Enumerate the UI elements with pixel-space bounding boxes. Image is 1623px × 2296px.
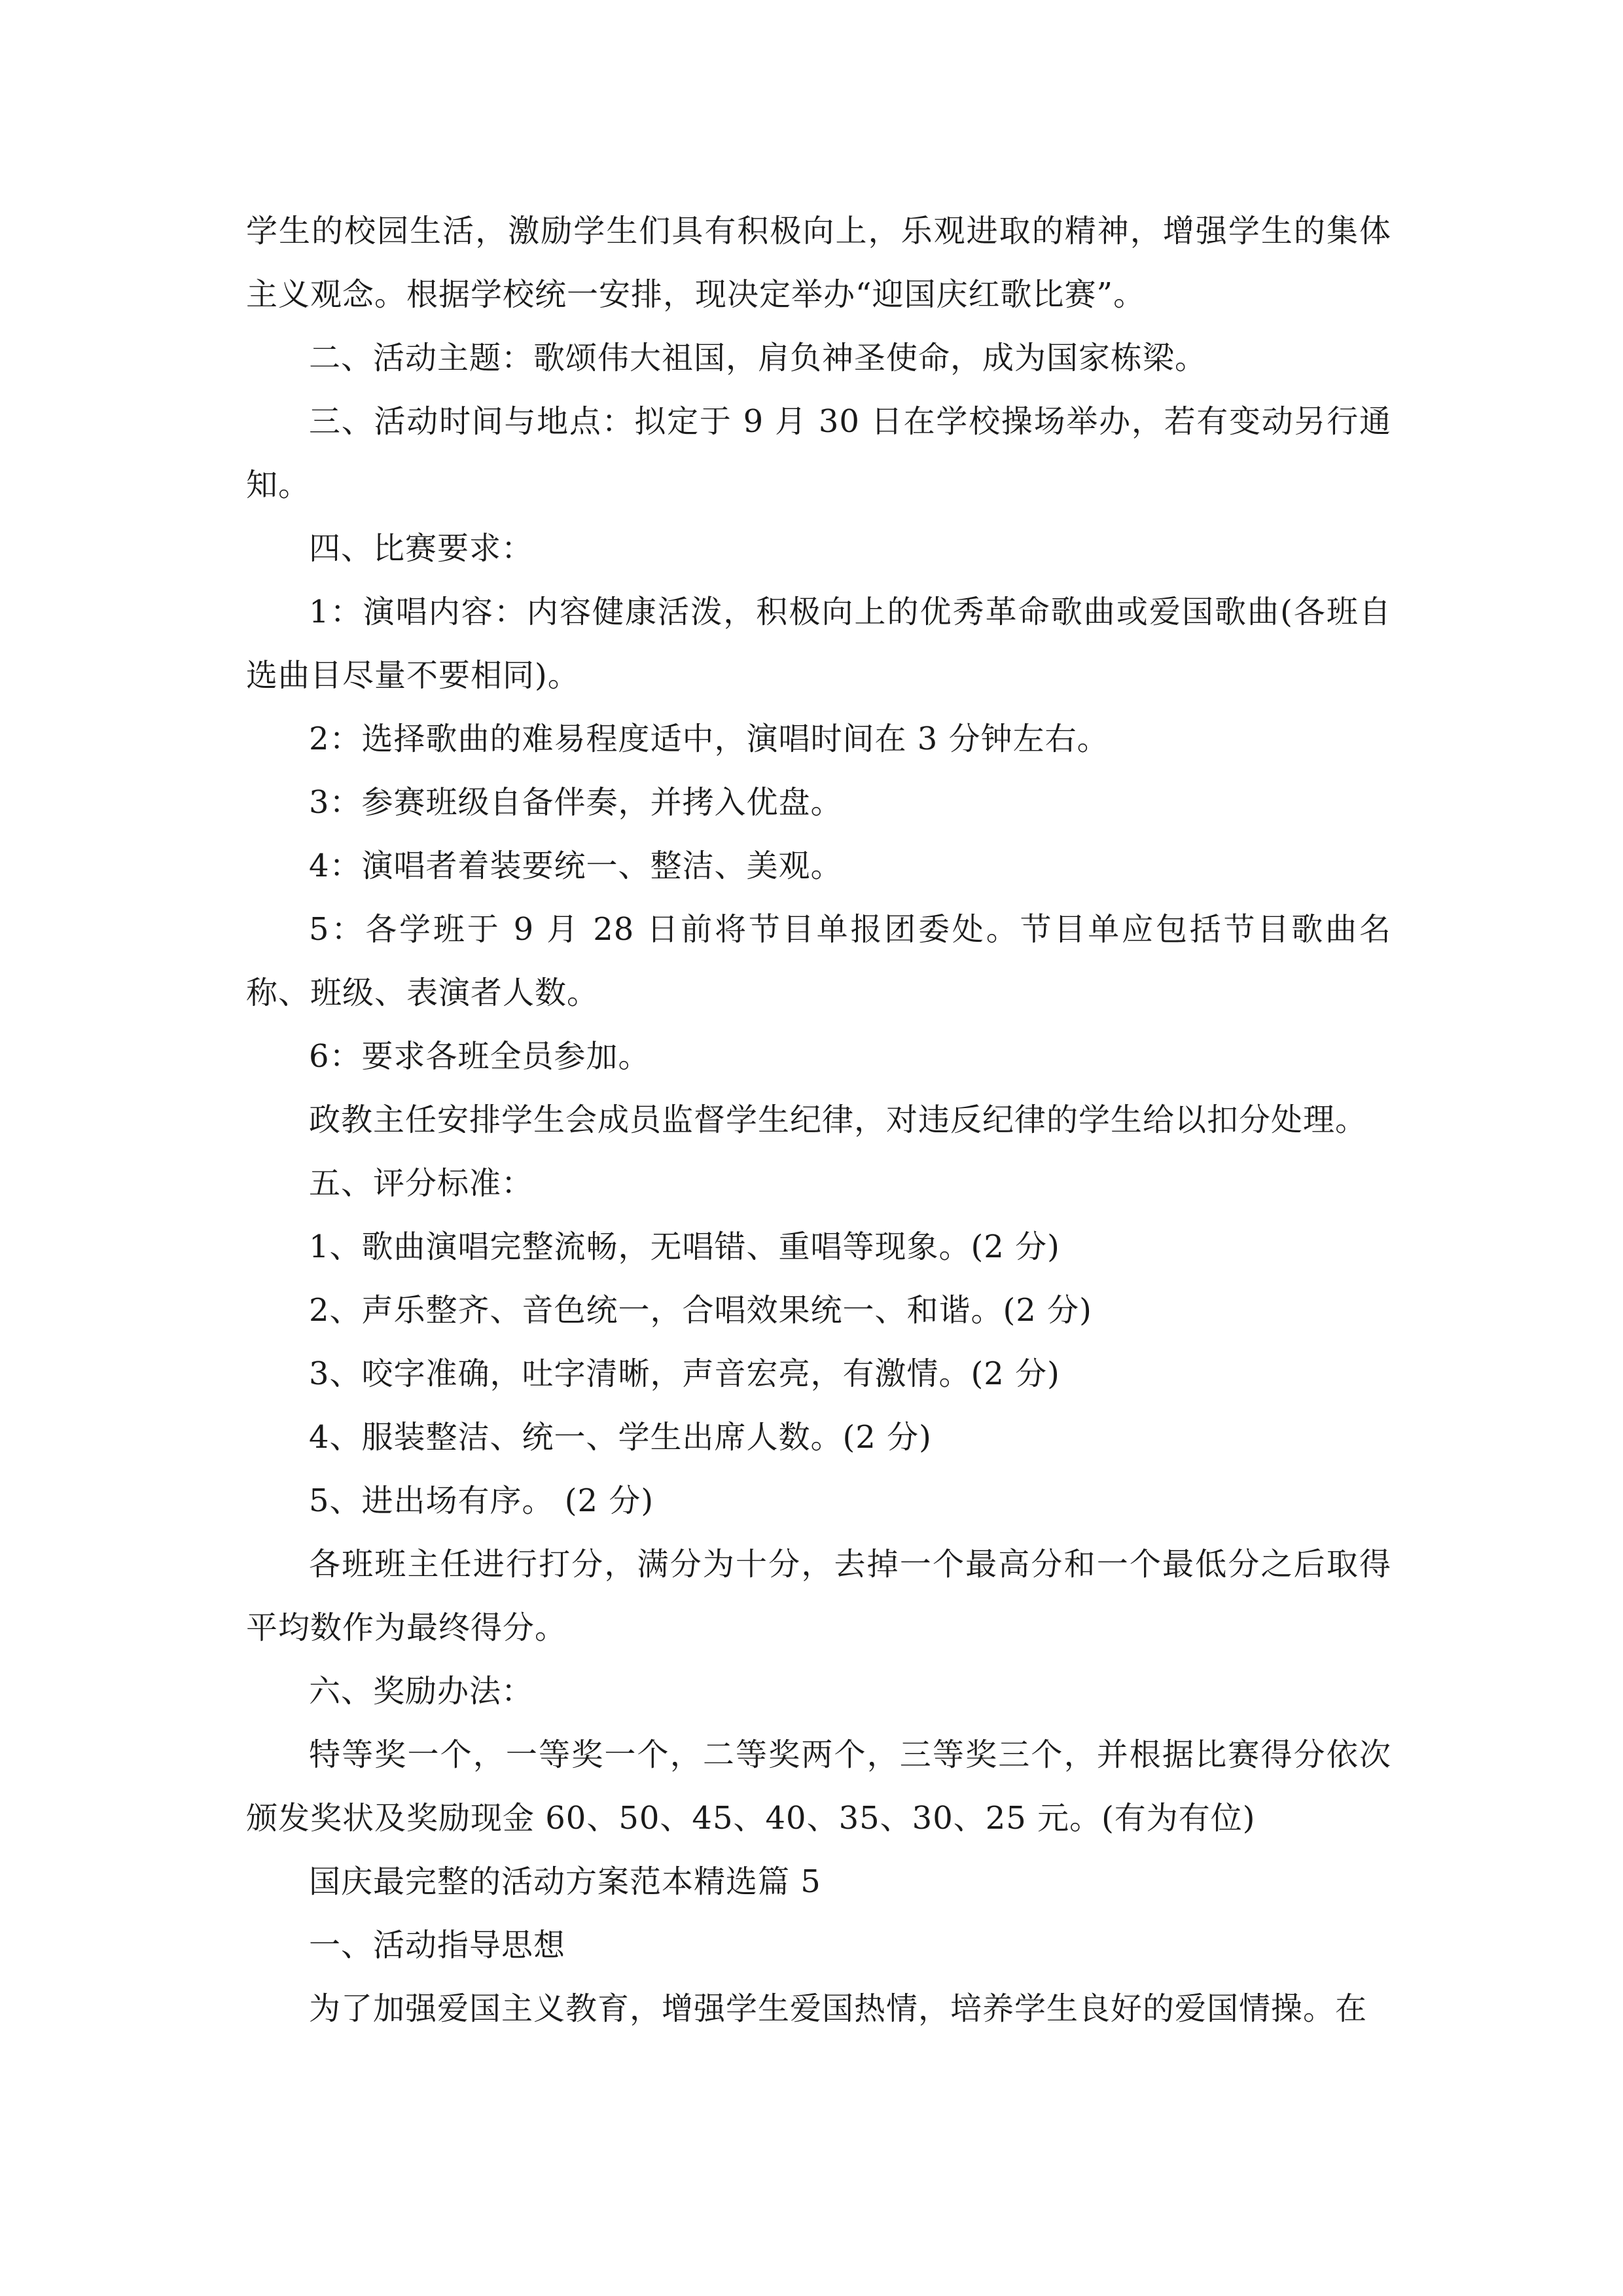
paragraph: 五、评分标准： (309, 1165, 534, 1202)
paragraph: 特等奖一个，一等奖一个，二等奖两个，三等奖三个，并根据比赛得分依次颁发奖状及奖励现金 60、50、45、40、35、30、25 元。(有为有位) (246, 1736, 1391, 1837)
paragraph: 六、奖励办法： (309, 1673, 534, 1710)
paragraph: 学生的校园生活，激励学生们具有积极向上，乐观进取的精神，增强学生的集体主义观念。根据学校统一安排，现决定举办“迎国庆红歌比赛”。 (246, 213, 1391, 313)
paragraph: 二、活动主题：歌颂伟大祖国，肩负神圣使命，成为国家栋梁。 (309, 340, 1207, 376)
paragraph: 5：各学班于 9 月 28 日前将节目单报团委处。节目单应包括节目歌曲名称、班级、表演者人数。 (246, 911, 1391, 1011)
paragraph: 5、进出场有序。 (2 分) (309, 1482, 654, 1519)
paragraph: 3：参赛班级自备伴奏，并拷入优盘。 (309, 784, 843, 821)
paragraph: 各班班主任进行打分，满分为十分，去掉一个最高分和一个最低分之后取得平均数作为最终得分。 (246, 1546, 1391, 1646)
paragraph: 为了加强爱国主义教育，增强学生爱国热情，培养学生良好的爱国情操。在 (309, 1990, 1368, 2027)
paragraph: 4：演唱者着装要统一、整洁、美观。 (309, 848, 843, 884)
document-body (246, 200, 1391, 2041)
paragraph: 政教主任安排学生会成员监督学生纪律，对违反纪律的学生给以扣分处理。 (309, 1102, 1368, 1138)
paragraph: 4、服装整洁、统一、学生出席人数。(2 分) (309, 1419, 932, 1456)
paragraph: 一、活动指导思想 (309, 1927, 566, 1964)
paragraph: 国庆最完整的活动方案范本精选篇 5 (309, 1863, 821, 1900)
paragraph: 3、咬字准确，吐字清晰，声音宏亮，有激情。(2 分) (309, 1355, 1060, 1392)
paragraph: 四、比赛要求： (309, 530, 534, 567)
paragraph: 1：演唱内容：内容健康活泼，积极向上的优秀革命歌曲或爱国歌曲(各班自选曲目尽量不要相同)。 (246, 594, 1391, 694)
paragraph: 2：选择歌曲的难易程度适中，演唱时间在 3 分钟左右。 (309, 721, 1109, 757)
paragraph: 6：要求各班全员参加。 (309, 1038, 651, 1075)
paragraph: 三、活动时间与地点：拟定于 9 月 30 日在学校操场举办，若有变动另行通知。 (246, 403, 1391, 503)
paragraph: 1、歌曲演唱完整流畅，无唱错、重唱等现象。(2 分) (309, 1229, 1060, 1265)
paragraph: 2、声乐整齐、音色统一，合唱效果统一、和谐。(2 分) (309, 1292, 1092, 1329)
